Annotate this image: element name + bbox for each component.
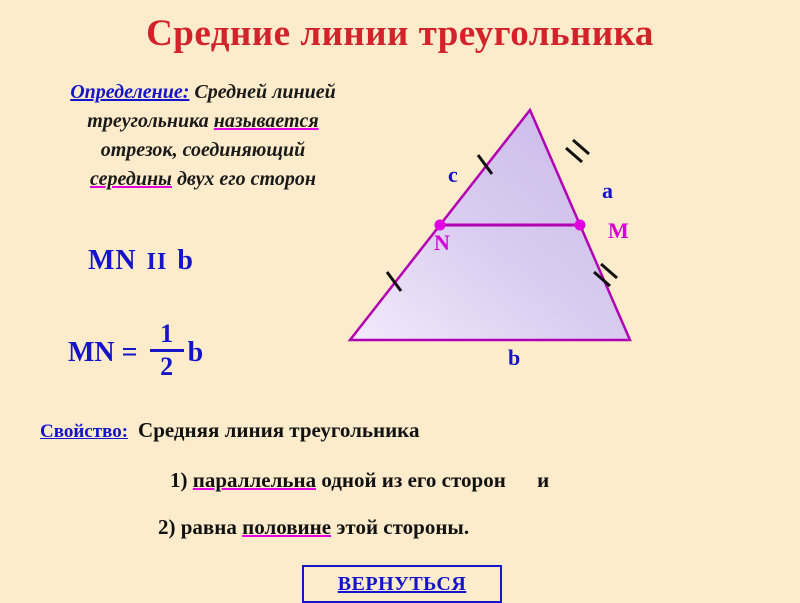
property-item-1-tail: и bbox=[537, 468, 550, 492]
formula-parallel-right: b bbox=[177, 245, 194, 276]
triangle-figure bbox=[330, 90, 670, 390]
formula-half-right: b bbox=[187, 336, 204, 368]
definition-line-2-underlined: называется bbox=[213, 110, 319, 132]
parallel-symbol-icon: II bbox=[146, 249, 168, 275]
property-item-2-text-a: равна bbox=[180, 515, 243, 539]
formula-parallel-left: MN bbox=[88, 245, 137, 276]
property-block bbox=[40, 418, 740, 540]
midpoint-n-dot bbox=[435, 220, 446, 231]
property-item-1 bbox=[170, 468, 740, 493]
property-item-2-underlined: половине bbox=[242, 515, 332, 539]
label-n: N bbox=[434, 230, 450, 255]
tick-right-upper-a bbox=[566, 148, 582, 162]
label-b: b bbox=[508, 345, 521, 370]
midpoint-m-dot bbox=[575, 220, 586, 231]
property-item-1-underlined: параллельна bbox=[192, 468, 317, 492]
definition-line-2-text: треугольника bbox=[87, 110, 214, 132]
property-item-2-number: 2) bbox=[158, 515, 176, 539]
property-head-text: Средняя линия треугольника bbox=[138, 418, 420, 442]
definition-line-3: отрезок, соединяющий bbox=[100, 139, 306, 161]
fraction-denominator: 2 bbox=[160, 352, 174, 381]
property-label: Свойство: bbox=[40, 421, 129, 442]
return-button[interactable] bbox=[302, 565, 502, 603]
formula-parallel bbox=[88, 245, 194, 277]
fraction-one-half bbox=[150, 321, 184, 380]
definition-label: Определение: bbox=[70, 81, 190, 103]
property-item-2-text-b: этой стороны. bbox=[331, 515, 470, 539]
property-item-1-text: одной из его сторон bbox=[316, 468, 506, 492]
property-item-1-number: 1) bbox=[170, 468, 188, 492]
label-m: M bbox=[608, 218, 629, 243]
page-title: Средние линии треугольника bbox=[146, 13, 654, 54]
return-button-label: ВЕРНУТЬСЯ bbox=[337, 572, 467, 595]
label-a: a bbox=[602, 178, 613, 203]
label-c: c bbox=[448, 162, 458, 187]
definition-line-4-underlined: середины bbox=[90, 168, 172, 190]
definition-line-4-text: двух его сторон bbox=[171, 168, 316, 190]
formula-half-left: MN = bbox=[68, 336, 138, 368]
fraction-numerator: 1 bbox=[160, 319, 174, 348]
property-head bbox=[40, 418, 740, 443]
property-item-2 bbox=[158, 515, 740, 540]
definition-line-1-text: Средней линией bbox=[189, 81, 336, 103]
formula-half bbox=[68, 319, 204, 382]
tick-right-upper-b bbox=[573, 140, 589, 154]
